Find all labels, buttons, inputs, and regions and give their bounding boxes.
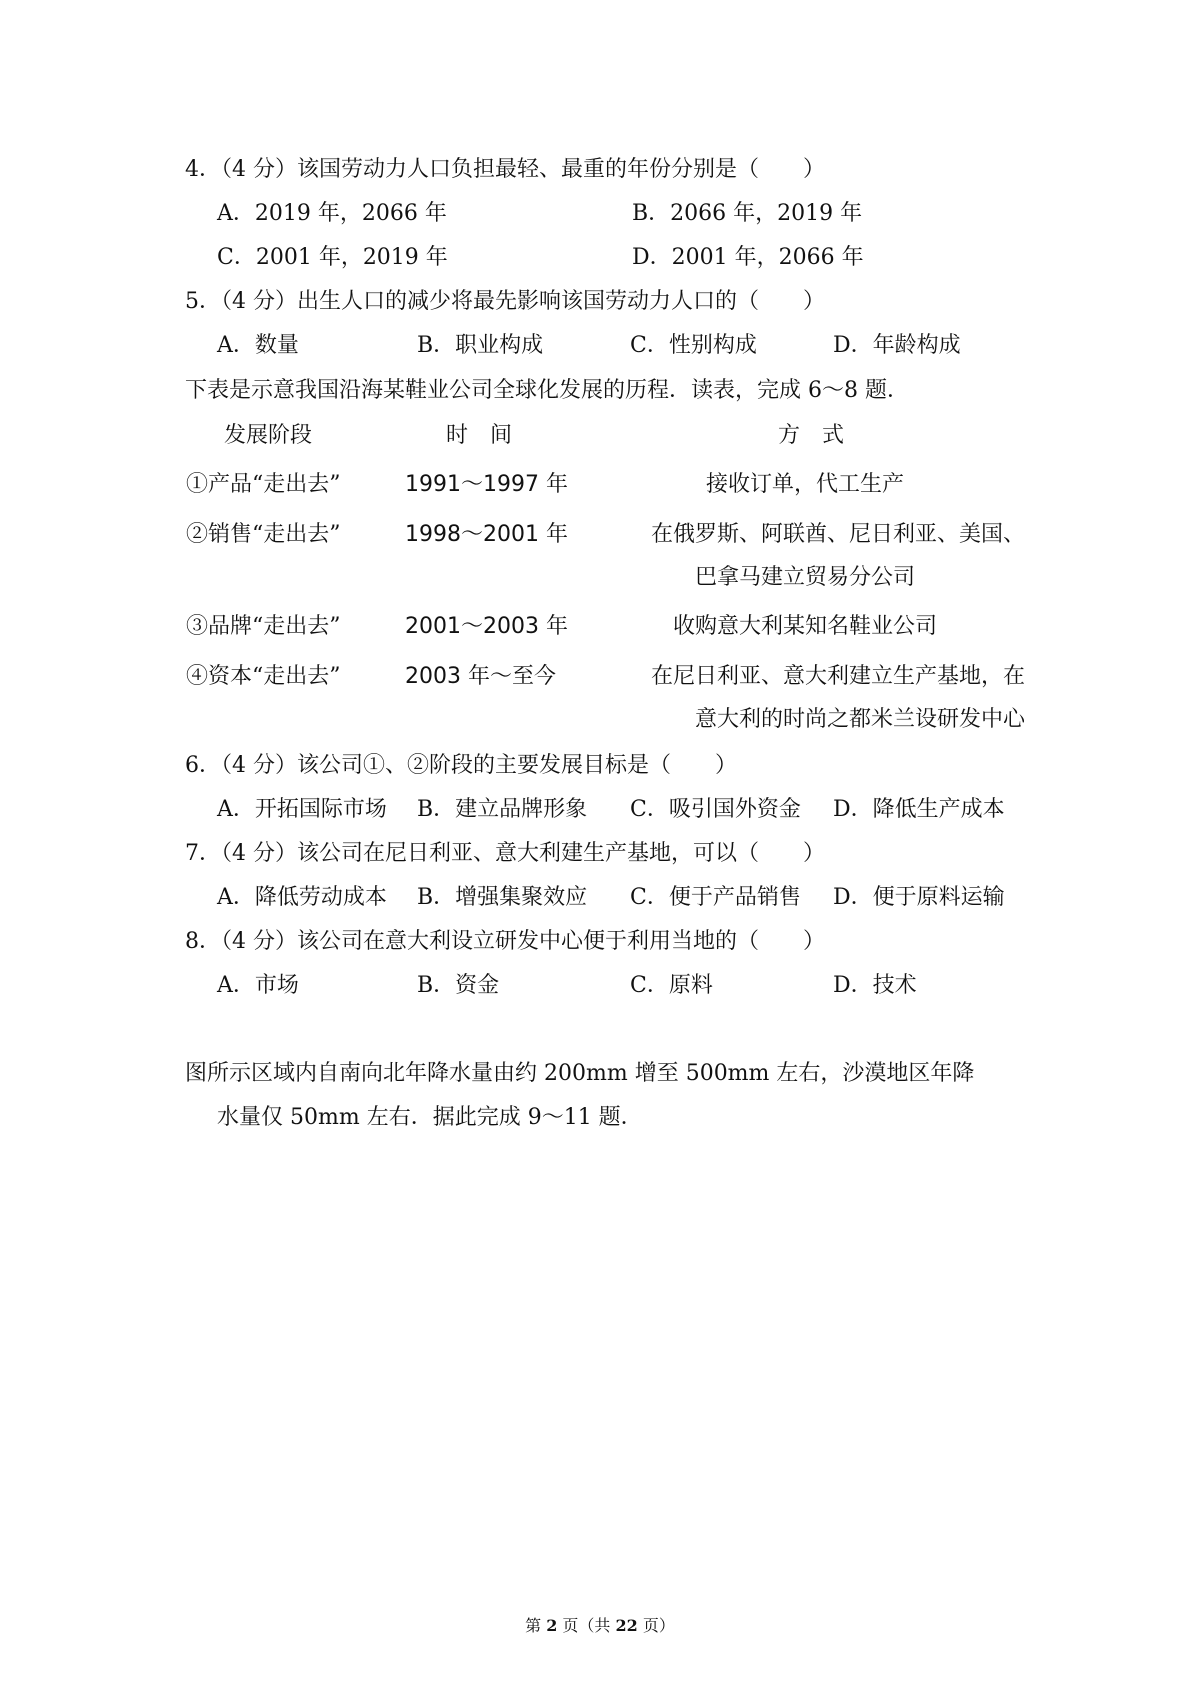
table-row-3-stage: ③品牌“走出去” [186, 614, 341, 639]
map-intro-line-1: 图所示区域内自南向北年降水量由约 200mm 增至 500mm 左右，沙漠地区年降 [185, 1061, 975, 1086]
table-header-stage: 发展阶段 [224, 423, 313, 448]
table-row-2-stage: ②销售“走出去” [186, 522, 341, 547]
question-8-option-d: D．技术 [833, 973, 917, 998]
footer-prefix: 第 [525, 1616, 547, 1635]
question-7-stem: 7．（4 分）该公司在尼日利亚、意大利建生产基地，可以（ ） [185, 841, 825, 866]
question-6-option-c: C．吸引国外资金 [630, 797, 801, 822]
table-row-4-stage: ④资本“走出去” [186, 664, 341, 689]
table-row-3-method: 收购意大利某知名鞋业公司 [672, 614, 937, 639]
table-row-1-method: 接收订单，代工生产 [705, 472, 904, 497]
table-row-2-method-line-1: 在俄罗斯、阿联酋、尼日利亚、美国、 [650, 522, 1025, 547]
question-4-option-a: A．2019 年，2066 年 [217, 201, 447, 226]
table-row-4-method-line-1: 在尼日利亚、意大利建立生产基地，在 [650, 664, 1025, 689]
question-8-option-a: A．市场 [217, 973, 299, 998]
question-8-option-c: C．原料 [630, 973, 713, 998]
question-4-option-b: B．2066 年，2019 年 [632, 201, 863, 226]
table-header-time: 时 间 [446, 423, 513, 448]
table-row-4-method-line-2: 意大利的时尚之都米兰设研发中心 [694, 707, 1025, 732]
question-4-option-c: C．2001 年，2019 年 [217, 245, 448, 270]
footer-suffix: 页） [637, 1616, 675, 1635]
question-7-option-b: B．增强集聚效应 [417, 885, 588, 910]
footer-page-number: 2 [546, 1616, 558, 1635]
table-row-2-time: 1998～2001 年 [405, 522, 568, 547]
question-5-option-d: D．年龄构成 [833, 333, 961, 358]
table-intro: 下表是示意我国沿海某鞋业公司全球化发展的历程．读表，完成 6～8 题． [185, 378, 909, 403]
question-5-option-c: C．性别构成 [630, 333, 757, 358]
map-intro-line-2: 水量仅 50mm 左右．据此完成 9～11 题． [217, 1105, 643, 1130]
page-footer [0, 1615, 1200, 1637]
table-row-1-time: 1991～1997 年 [405, 472, 568, 497]
table-header-method: 方 式 [778, 423, 845, 448]
question-7-option-d: D．便于原料运输 [833, 885, 1005, 910]
question-5-option-b: B．职业构成 [417, 333, 544, 358]
table-row-2-method-line-2: 巴拿马建立贸易分公司 [694, 565, 915, 590]
question-4-option-d: D．2001 年，2066 年 [632, 245, 864, 270]
footer-middle: 页（共 [557, 1616, 616, 1635]
question-7-option-a: A．降低劳动成本 [217, 885, 387, 910]
question-6-option-a: A．开拓国际市场 [217, 797, 387, 822]
question-6-option-b: B．建立品牌形象 [417, 797, 588, 822]
question-7-option-c: C．便于产品销售 [630, 885, 801, 910]
table-row-1-stage: ①产品“走出去” [186, 472, 341, 497]
table-row-3-time: 2001～2003 年 [405, 614, 568, 639]
question-5-option-a: A．数量 [217, 333, 299, 358]
table-row-4-time: 2003 年～至今 [405, 664, 556, 689]
question-6-option-d: D．降低生产成本 [833, 797, 1005, 822]
footer-total-pages: 22 [615, 1616, 638, 1635]
question-6-stem: 6．（4 分）该公司①、②阶段的主要发展目标是（ ） [185, 753, 737, 778]
question-8-option-b: B．资金 [417, 973, 500, 998]
question-5-stem: 5．（4 分）出生人口的减少将最先影响该国劳动力人口的（ ） [185, 289, 825, 314]
question-4-stem: 4．（4 分）该国劳动力人口负担最轻、最重的年份分别是（ ） [185, 157, 825, 182]
question-8-stem: 8．（4 分）该公司在意大利设立研发中心便于利用当地的（ ） [185, 929, 825, 954]
